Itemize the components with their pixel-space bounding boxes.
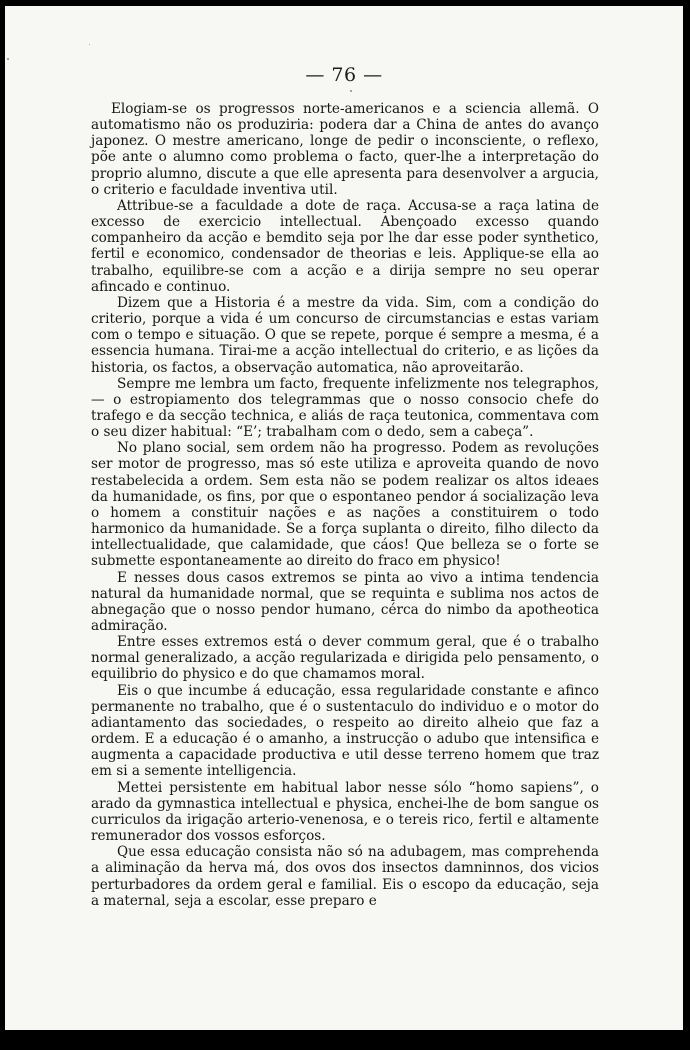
ink-speck (7, 58, 9, 60)
ink-speck (350, 90, 352, 92)
body-text (91, 101, 599, 909)
paragraph: Sempre me lembra um facto, frequente infelizmente nos telegraphos, — o estropiamento dos telegrammas que o nosso consocio chefe do trafego e da secção technica, e aliás de raça teutonica, commentava com o seu dizer habitual: “E’; trabalham com o dedo, sem a cabeça”. (91, 375, 599, 441)
paragraph: Dizem que a Historia é a mestre da vida. Sim, com a condição do criterio, porque a vida é um concurso de circumstancias e estas variam com o tempo e situação. O que se repete, porque é sempre a mesma, é a essencia humana. Tirai-me a acção intellectual do criterio, e as lições da historia, os factos, a observação automatica, não aproveitarão. (91, 294, 599, 376)
paragraph: E nesses dous casos extremos se pinta ao vivo a intima tendencia natural da humanidade normal, que se requinta e sublima nos actos de abnegação que o nosso pendor humano, cérca do nimbo da apotheotica admiração. (91, 569, 599, 634)
paragraph: Elogiam-se os progressos norte-americanos e a sciencia allemã. O automatismo não os produziria: podera dar a China de antes do avanço japonez. O mestre americano, longe de pedir o inconsciente, o reflexo, põe ante o alumno como problema o facto, quer-lhe a interpretação do proprio alumno, discute a que elle apresenta para desenvolver a argucia, o criterio e faculdade inventiva util. (91, 101, 599, 198)
ink-speck (89, 44, 90, 45)
paragraph: Entre esses extremos está o dever commum geral, que é o trabalho normal generalizado, a acção regularizada e dirigida pelo pensamento, o equilibrio do physico e do que chamamos moral. (91, 634, 599, 683)
paragraph: Que essa educação consista não só na adubagem, mas comprehenda a aliminação da herva má, dos ovos dos insectos damninnos, dos vicios perturbadores da ordem geral e familial. Eis o escopo da educação, seja a maternal, seja a escolar, esse preparo e (91, 844, 599, 909)
document-page (5, 6, 683, 1030)
paragraph: Attribue-se a faculdade a dote de raça. Accusa-se a raça latina de excesso de exercicio intellectual. Abençoado excesso quando companheiro da acção e bemdito seja por lhe dar esse poder synthetico, fertil e economico, condensador de theorias e leis. Applique-se ella ao trabalho, equilibre-se com a acção e a dirija sempre no seu operar afincado e continuo. (91, 197, 599, 295)
paragraph: Mettei persistente em habitual labor nesse sólo “homo sapiens”, o arado da gymnastica intellectual e physica, enchei-lhe de bom sangue os curriculos da irigação arterio-venenosa, e o tereis rico, fertil e altamente remunerador dos vossos esforços. (91, 779, 599, 845)
paragraph: Eis o que incumbe á educação, essa regularidade constante e afinco permanente no trabalho, que é o sustentaculo do individuo e o motor do adiantamento das sociedades, o respeito ao direito alheio que faz a ordem. E a educação é o amanho, a instrucção o adubo que intensifica e augmenta a capacidade productiva e util desse terreno homem que traz em si a semente intelligencia. (91, 682, 599, 780)
paragraph: No plano social, sem ordem não ha progresso. Podem as revoluções ser motor de progresso, mas só este utiliza e aproveita quando de novo restabelecida a ordem. Sem esta não se podem realizar os altos ideaes da humanidade, os fins, por que o espontaneo pendor á socialização leva o homem a constituir nações e as nações a constituirem o todo harmonico da humanidade. Se a força suplanta o direito, filho dilecto da intellectualidade, que calamidade, que cáos! Que belleza se o forte se submette espontaneamente ao direito do fraco em physico! (91, 440, 599, 570)
page-number: — 76 — (305, 64, 383, 86)
